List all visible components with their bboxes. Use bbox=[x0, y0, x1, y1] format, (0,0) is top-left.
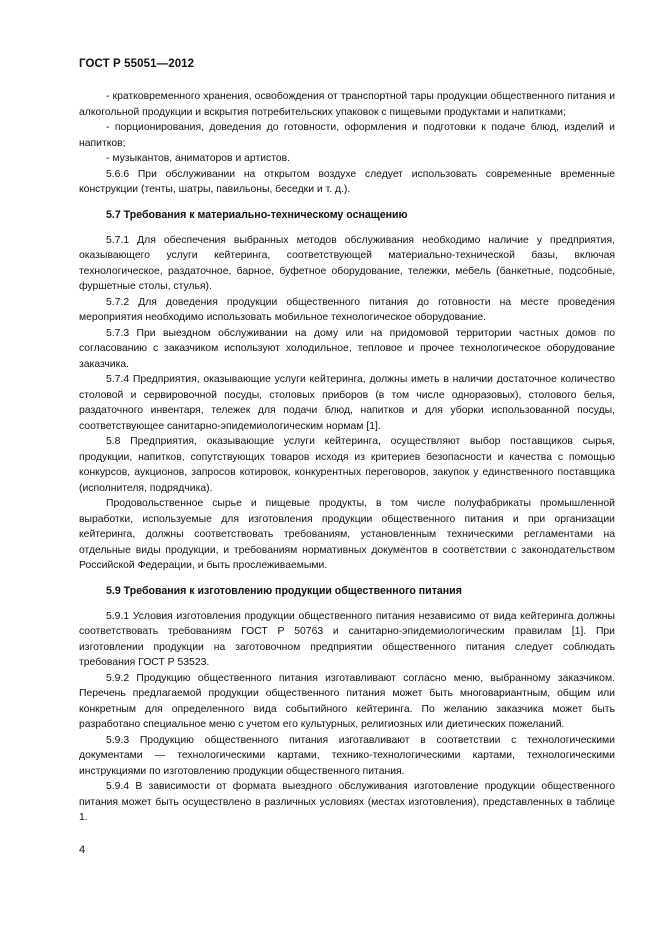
paragraph: Продовольственное сырье и пищевые продукты, в том числе полуфабрикаты промышленной выработки, используемые для изготовления продукции общественного питания и при организации кейтеринга, должны соответствовать требованиям, установленным техническими регламентами на отдельные виды продукции, и требованиям нормативных документов в соответствии с законодательством Российской Федерации, и быть прослеживаемыми. bbox=[79, 498, 615, 571]
section-heading-5-9: 5.9 Требования к изготовлению продукции общественного питания bbox=[106, 584, 462, 597]
paragraph: 5.7.4 Предприятия, оказывающие услуги кейтеринга, должны иметь в наличии достаточное количество столовой и сервировочной посуды, столовых приборов (в том числе одноразовых), столового белья, раздаточного инвентаря, тележек для подачи блюд, напитков и для уборки использованной посуды, соответствующее санитарно-эпидемиологическим нормам [1]. bbox=[79, 374, 615, 432]
paragraph: - музыкантов, аниматоров и артистов. bbox=[106, 153, 291, 164]
page-number: 4 bbox=[79, 844, 86, 856]
paragraph: - кратковременного хранения, освобождения от транспортной тары продукции общественного питания и алкогольной продукции и вскрытия потребительских упаковок с пищевыми продуктами и напитками; bbox=[79, 91, 615, 118]
section-heading-5-7: 5.7 Требования к материально-техническому оснащению bbox=[106, 208, 408, 221]
paragraph: 5.9.1 Условия изготовления продукции общественного питания независимо от вида кейтеринга должны соответствовать требованиям ГОСТ Р 50763 и санитарно-эпидемиологическим правилам [1]. При изготовлении продукции на заготовочном предприятии общественного питания следует соблюдать требования ГОСТ Р 53523. bbox=[79, 610, 615, 668]
paragraph: 5.7.1 Для обеспечения выбранных методов обслуживания необходимо наличие у предприятия, оказывающего услуги кейтеринга, соответствующей материально-технической базы, включая технологическое, раздаточное, барное, буфетное оборудование, тележки, мебель (банкетные, подсобные, фуршетные столы, стулья). bbox=[79, 234, 615, 292]
paragraph: 5.7.3 При выездном обслуживании на дому или на придомовой территории частных домов по согласованию с заказчиком используют холодильное, тепловое и прочее технологическое оборудование заказчика. bbox=[79, 327, 615, 370]
document-header: ГОСТ Р 55051—2012 bbox=[79, 58, 195, 70]
paragraph: 5.9.2 Продукцию общественного питания изготавливают согласно меню, выбранному заказчиком. Перечень предлагаемой продукции общественного питания может быть многовариантным, общим или конкретным для определенного вида событийного кейтеринга. По желанию заказчика может быть разработано специальное меню с учетом его культурных, религиозных или диетических пожеланий. bbox=[79, 672, 615, 730]
paragraph: - порционирования, доведения до готовности, оформления и подготовки к подаче блюд, изделий и напитков; bbox=[79, 122, 615, 149]
paragraph: 5.7.2 Для доведения продукции общественного питания до готовности на месте проведения мероприятия необходимо использовать мобильное технологическое оборудование. bbox=[79, 296, 615, 323]
paragraph: 5.9.4 В зависимости от формата выездного обслуживания изготовление продукции общественного питания может быть осуществлено в различных условиях (местах изготовления), представленных в таблице 1. bbox=[79, 781, 615, 823]
paragraph: 5.6.6 При обслуживании на открытом воздухе следует использовать современные временные конструкции (тенты, шатры, павильоны, беседки и т. д.). bbox=[79, 168, 615, 195]
document-body bbox=[79, 89, 615, 826]
paragraph: 5.8 Предприятия, оказывающие услуги кейтеринга, осуществляют выбор поставщиков сырья, продукции, напитков, сопутствующих товаров исходя из критериев безопасности и качества с помощью конкурсов, аукционов, запросов котировок, конкурентных переговоров, закупок у единственного поставщика (исполнителя, подрядчика). bbox=[79, 436, 615, 494]
paragraph: 5.9.3 Продукцию общественного питания изготавливают в соответствии с технологическими документами — технологическими картами, технико-технологическими картами, технологическими инструкциями по изготовлению продукции общественного питания. bbox=[79, 734, 615, 777]
